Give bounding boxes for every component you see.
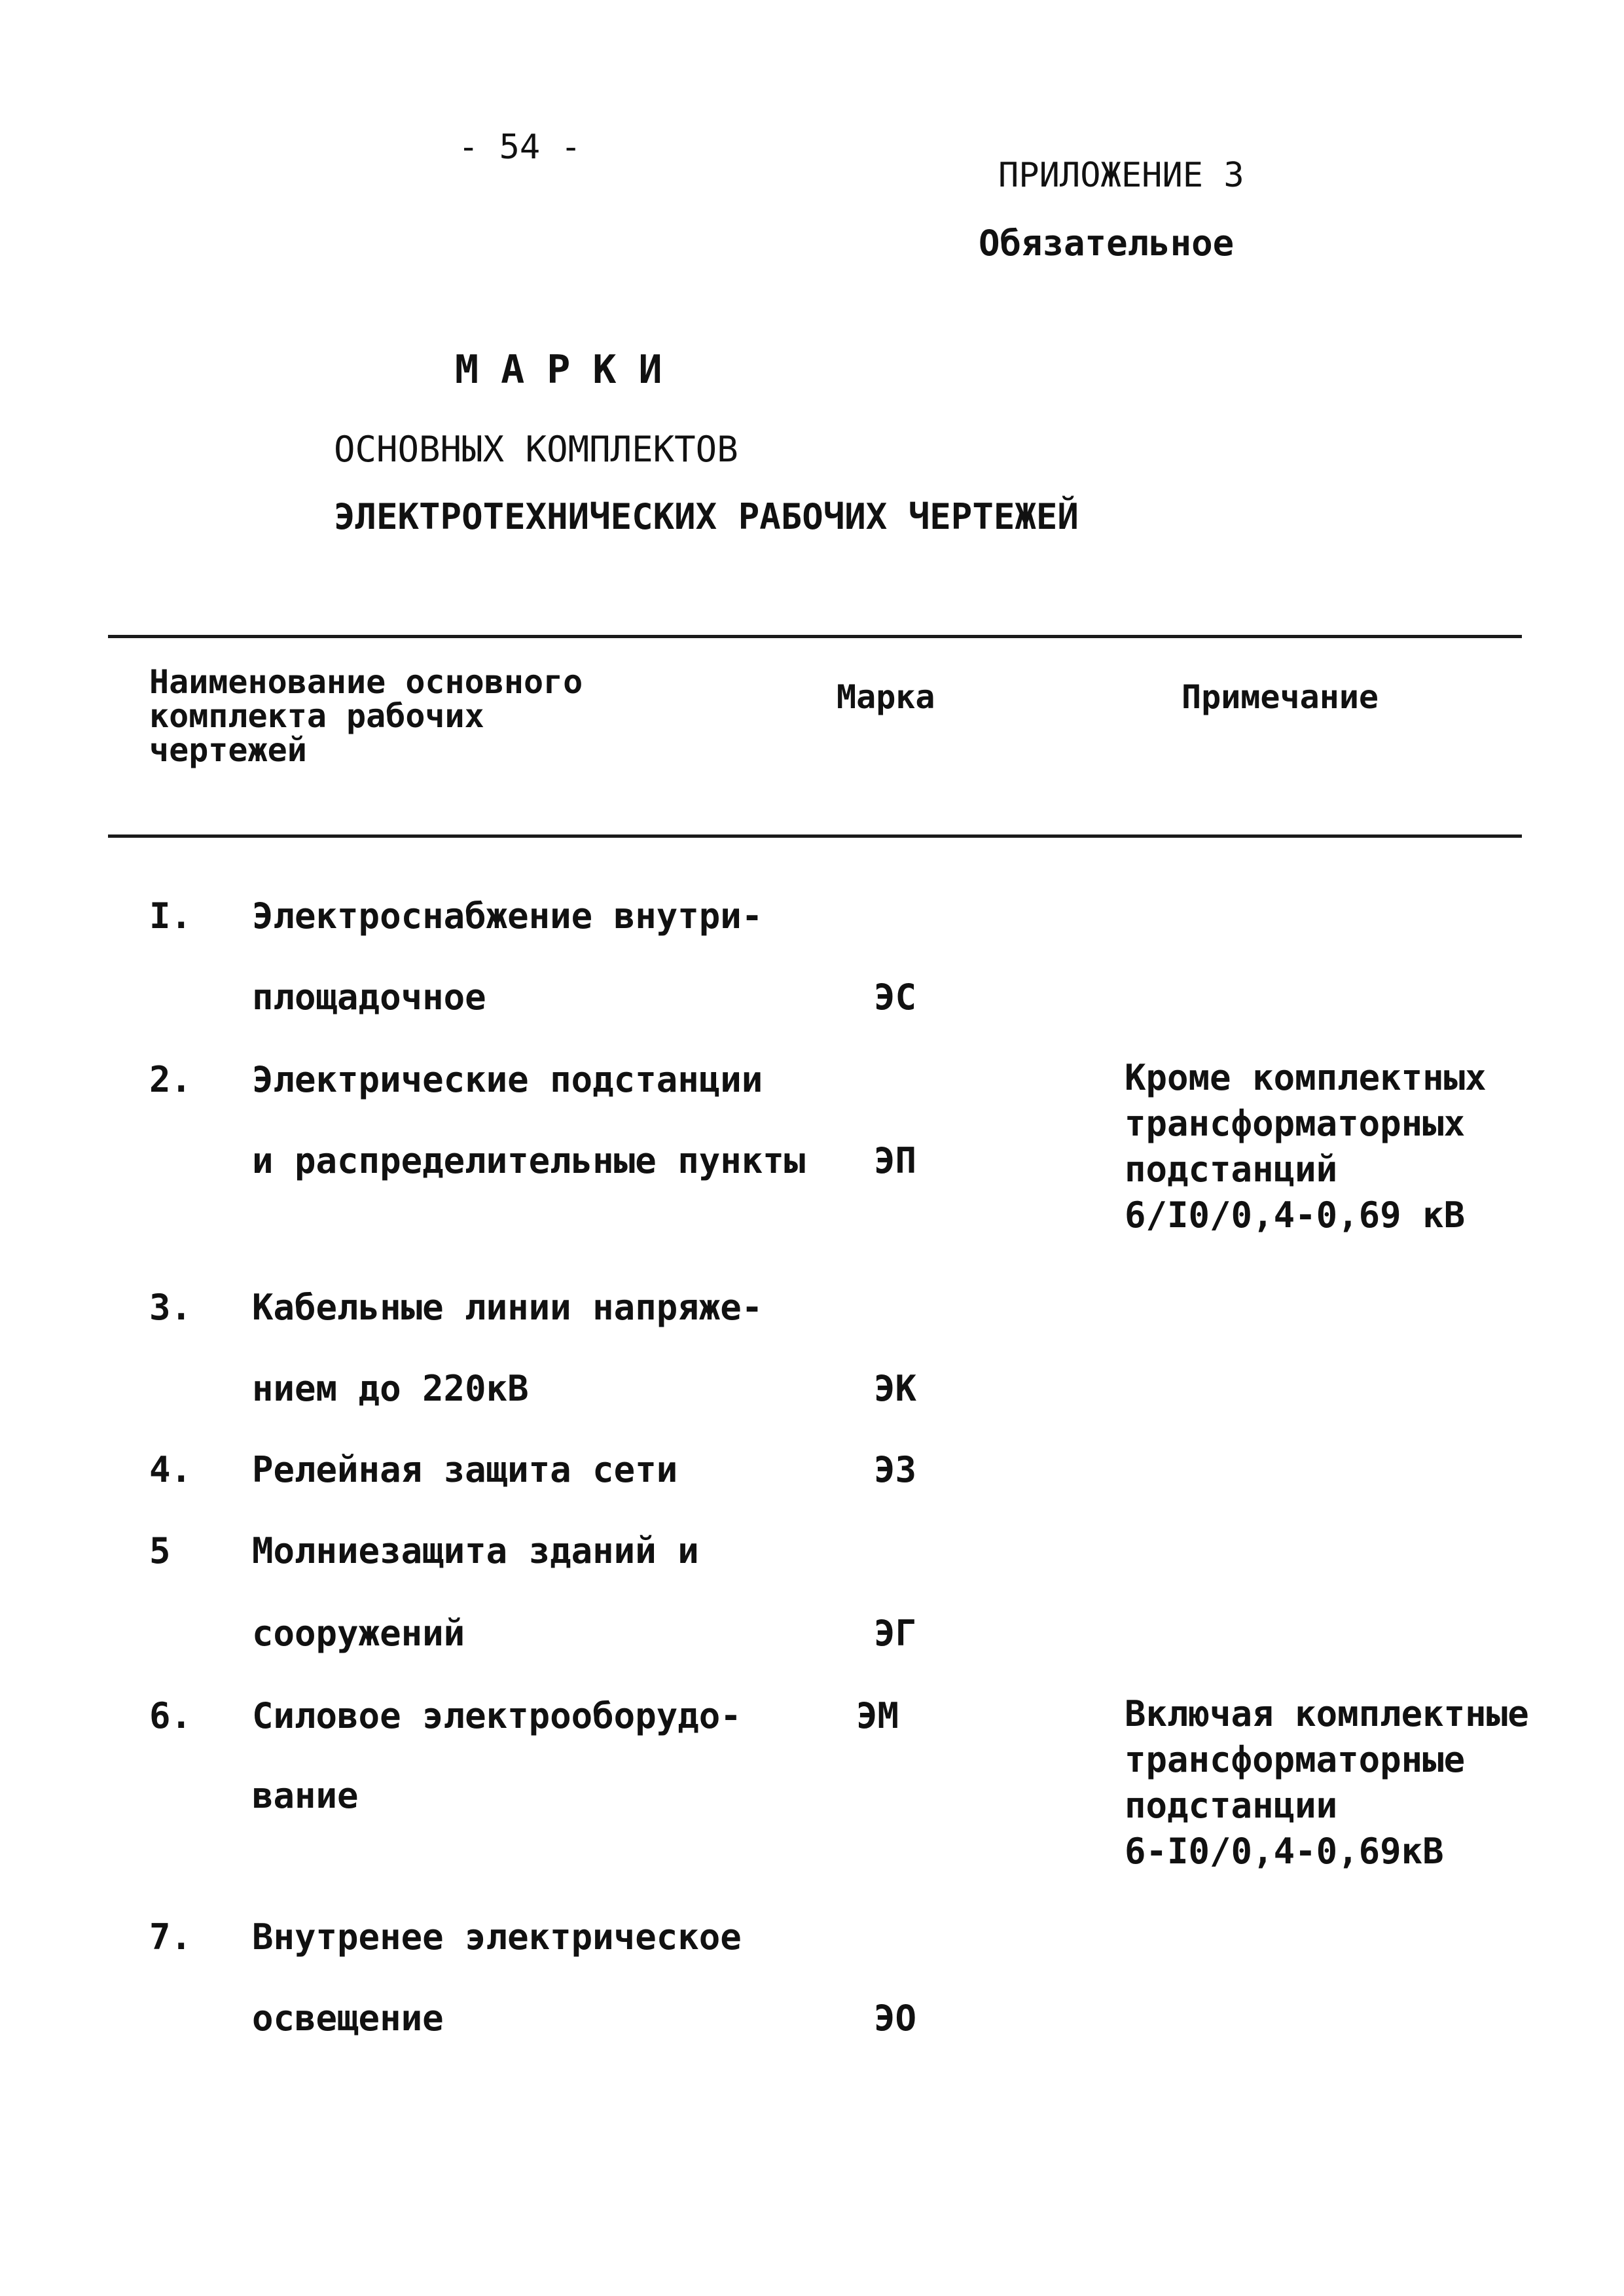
page-title: МАРКИ xyxy=(455,347,685,393)
row-number: 5 xyxy=(149,1530,171,1571)
column-header-name: Наименование основного комплекта рабочих чертежей xyxy=(149,663,583,769)
row-name-line1: Кабельные линии напряже- xyxy=(252,1287,763,1328)
column-header-note: Примечание xyxy=(1182,678,1379,716)
row-name-line2: и распределительные пункты xyxy=(252,1140,806,1181)
row-number: 7. xyxy=(149,1916,192,1958)
appendix-label: ПРИЛОЖЕНИЕ 3 xyxy=(998,156,1244,195)
page-number: - 54 - xyxy=(458,128,581,167)
row-number: I. xyxy=(149,895,192,937)
page-subtitle-line1: ОСНОВНЫХ КОМПЛЕКТОВ xyxy=(334,429,738,470)
row-name-line1: Внутренее электрическое xyxy=(252,1916,742,1958)
row-mark: ЭМ xyxy=(856,1695,899,1736)
row-number: 2. xyxy=(149,1059,192,1100)
row-name-line1: Молниезащита зданий и xyxy=(252,1530,699,1571)
row-number: 4. xyxy=(149,1449,192,1490)
row-name-line1: Электроснабжение внутри- xyxy=(252,895,763,937)
row-name-line2: вание xyxy=(252,1775,359,1816)
column-header-mark: Марка xyxy=(837,678,935,716)
row-note: Кроме комплектных трансформаторных подстанций 6/I0/0,4-0,69 кВ xyxy=(1125,1057,1487,1236)
row-mark: ЭС xyxy=(874,977,917,1018)
row-mark: ЭО xyxy=(874,1998,917,2039)
page-subtitle-line2: ЭЛЕКТРОТЕХНИЧЕСКИХ РАБОЧИХ ЧЕРТЕЖЕЙ xyxy=(334,496,1079,537)
row-number: 3. xyxy=(149,1287,192,1328)
row-name-line2: площадочное xyxy=(252,977,486,1018)
row-name-line1: Силовое электрооборудо- xyxy=(252,1695,742,1736)
row-note: Включая комплектные трансформаторные подстанции 6-I0/0,4-0,69кВ xyxy=(1125,1693,1529,1872)
row-name-line1: Электрические подстанции xyxy=(252,1059,763,1100)
table-top-rule xyxy=(108,635,1522,638)
row-mark: ЭГ xyxy=(874,1613,917,1654)
table-header-rule xyxy=(108,834,1522,838)
row-name-line1: Релейная защита сети xyxy=(252,1449,678,1490)
appendix-status: Обязательное xyxy=(979,223,1235,264)
row-mark: ЭЗ xyxy=(874,1449,917,1490)
row-name-line2: сооружений xyxy=(252,1613,465,1654)
row-mark: ЭП xyxy=(874,1140,917,1181)
row-name-line2: нием до 220кВ xyxy=(252,1368,529,1409)
row-mark: ЭК xyxy=(874,1368,917,1409)
row-number: 6. xyxy=(149,1695,192,1736)
row-name-line2: освещение xyxy=(252,1998,444,2039)
